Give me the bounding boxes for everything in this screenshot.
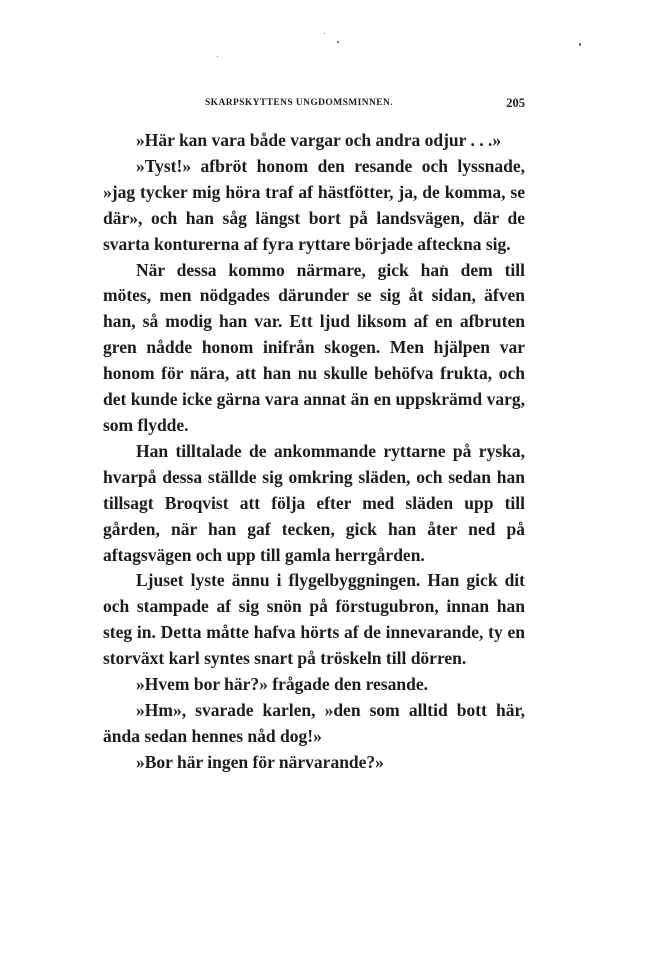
page-header (103, 98, 525, 114)
paragraph: »Bor här ingen för närvarande?» (136, 751, 384, 772)
paragraph: »Tyst!» afbröt honom den resande och lyssnade, »jag tycker mig höra traf af hästfötter, ja, de komma, se där», och han såg längst bort på landsvägen, där de svarta konturerna af fyra ryttare började afteckna sig. (103, 155, 525, 254)
print-speck (217, 56, 218, 57)
paragraph: »Här kan vara både vargar och andra odjur . . .» (136, 130, 502, 150)
paragraph: »Hm», svarade karlen, »den som alltid bott här, ända sedan hennes nåd dog!» (103, 699, 525, 746)
paragraph: Ljuset lyste ännu i flygelbyggningen. Han gick dit och stampade af sig snön på förstugubron, innan han steg in. Detta måtte hafva hörts af de innevarande, ty en storväxt karl syntes snart på tröskeln till dörren. (103, 570, 525, 669)
running-title: SKARPSKYTTENS UNGDOMSMINNEN. (205, 98, 394, 108)
print-speck (324, 33, 325, 34)
paragraph: När dessa kommo närmare, gick han dem till mötes, men nödgades därunder se sig åt sidan, äfven han, så modig han var. Ett ljud liksom af en afbruten gren nådde honom inifrån skogen. Men hjälpen var honom för nära, att han nu skulle behöfva frukta, och det kunde icke gärna vara annat än en uppskrämd varg, som flydde. (103, 259, 525, 435)
print-speck (337, 41, 339, 43)
paragraph: Han tilltalade de ankommande ryttarne på ryska, hvarpå dessa ställde sig omkring släden, och sedan han tillsagt Broqvist att följa efter med släden upp till gården, när han gaf tecken, gick han åter ned på aftagsvägen och upp till gamla herrgården. (103, 440, 525, 565)
paragraph: »Hvem bor här?» frågade den resande. (136, 674, 428, 695)
print-speck (579, 43, 581, 46)
body-text (103, 128, 525, 776)
page-number: 205 (506, 96, 525, 110)
